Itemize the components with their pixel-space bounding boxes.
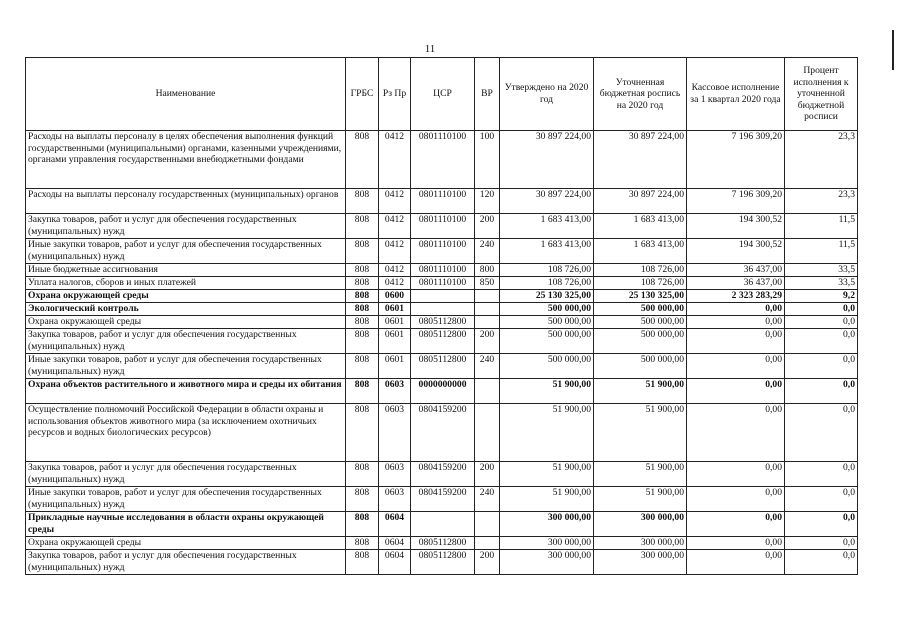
cell-rzpr: 0601 xyxy=(379,329,411,354)
cell-executed: 0,00 xyxy=(687,379,785,404)
table-row xyxy=(26,239,858,264)
cell-rzpr: 0604 xyxy=(379,512,411,537)
cell-name: Расходы на выплаты персоналу в целях обеспечения выполнения функций государственными (муниципальными) органами, казенными учреждениями, органами управления государственными внебюджетными фондами xyxy=(26,131,346,189)
cell-vr xyxy=(475,316,500,329)
cell-rzpr: 0604 xyxy=(379,537,411,550)
cell-percent: 0,0 xyxy=(785,303,858,316)
cell-rzpr: 0600 xyxy=(379,290,411,303)
cell-csr: 0801110100 xyxy=(411,214,475,239)
cell-vr: 800 xyxy=(475,264,500,277)
cell-name: Иные закупки товаров, работ и услуг для обеспечения государственных (муниципальных) нужд xyxy=(26,487,346,512)
cell-rzpr: 0603 xyxy=(379,404,411,462)
cell-percent: 0,0 xyxy=(785,487,858,512)
header-refined: Уточненная бюджетная роспись на 2020 год xyxy=(594,58,687,131)
cell-percent: 11,5 xyxy=(785,239,858,264)
cell-executed: 0,00 xyxy=(687,303,785,316)
cell-refined: 30 897 224,00 xyxy=(594,131,687,189)
table-row xyxy=(26,379,858,404)
cell-csr: 0804159200 xyxy=(411,462,475,487)
cell-approved: 300 000,00 xyxy=(500,550,594,575)
cell-name: Иные закупки товаров, работ и услуг для обеспечения государственных (муниципальных) нужд xyxy=(26,354,346,379)
cell-approved: 500 000,00 xyxy=(500,329,594,354)
cell-vr: 200 xyxy=(475,329,500,354)
cell-approved: 25 130 325,00 xyxy=(500,290,594,303)
cell-vr: 120 xyxy=(475,189,500,214)
cell-approved: 300 000,00 xyxy=(500,512,594,537)
table-row xyxy=(26,487,858,512)
cell-rzpr: 0601 xyxy=(379,303,411,316)
cell-approved: 108 726,00 xyxy=(500,277,594,290)
cell-name: Охрана окружающей среды xyxy=(26,290,346,303)
cell-name: Экологический контроль xyxy=(26,303,346,316)
cell-csr xyxy=(411,512,475,537)
cell-percent: 0,0 xyxy=(785,550,858,575)
cell-name: Иные бюджетные ассигнования xyxy=(26,264,346,277)
cell-approved: 51 900,00 xyxy=(500,379,594,404)
budget-table xyxy=(25,57,858,575)
table-row xyxy=(26,290,858,303)
cell-rzpr: 0603 xyxy=(379,462,411,487)
cell-grbs: 808 xyxy=(346,189,379,214)
cell-csr: 0804159200 xyxy=(411,487,475,512)
cell-percent: 0,0 xyxy=(785,354,858,379)
cell-rzpr: 0412 xyxy=(379,264,411,277)
cell-rzpr: 0412 xyxy=(379,189,411,214)
cell-grbs: 808 xyxy=(346,277,379,290)
cell-csr: 0805112800 xyxy=(411,354,475,379)
cell-name: Осуществление полномочий Российской Федерации в области охраны и использования объектов животного мира (за исключением охотничьих ресурсов и водных биологических ресурсов) xyxy=(26,404,346,462)
cell-refined: 1 683 413,00 xyxy=(594,239,687,264)
cell-csr: 0804159200 xyxy=(411,404,475,462)
cell-csr: 0805112800 xyxy=(411,316,475,329)
cell-approved: 500 000,00 xyxy=(500,316,594,329)
cell-grbs: 808 xyxy=(346,537,379,550)
cell-executed: 0,00 xyxy=(687,316,785,329)
cell-percent: 0,0 xyxy=(785,462,858,487)
cell-refined: 51 900,00 xyxy=(594,379,687,404)
cell-refined: 1 683 413,00 xyxy=(594,214,687,239)
cell-executed: 0,00 xyxy=(687,512,785,537)
table-row xyxy=(26,462,858,487)
cell-executed: 7 196 309,20 xyxy=(687,189,785,214)
cell-approved: 300 000,00 xyxy=(500,537,594,550)
cell-executed: 0,00 xyxy=(687,329,785,354)
cell-csr: 0805112800 xyxy=(411,550,475,575)
cell-csr: 0801110100 xyxy=(411,277,475,290)
header-rzpr: Рз Пр xyxy=(379,58,411,131)
cell-percent: 33,5 xyxy=(785,264,858,277)
cell-vr xyxy=(475,537,500,550)
cell-name: Охрана объектов растительного и животного мира и среды их обитания xyxy=(26,379,346,404)
cell-rzpr: 0412 xyxy=(379,277,411,290)
cell-executed: 194 300,52 xyxy=(687,214,785,239)
cell-rzpr: 0412 xyxy=(379,131,411,189)
cell-refined: 500 000,00 xyxy=(594,316,687,329)
cell-refined: 51 900,00 xyxy=(594,487,687,512)
table-row xyxy=(26,329,858,354)
cell-approved: 500 000,00 xyxy=(500,303,594,316)
cell-csr: 0000000000 xyxy=(411,379,475,404)
cell-executed: 194 300,52 xyxy=(687,239,785,264)
cell-grbs: 808 xyxy=(346,303,379,316)
cell-name: Закупка товаров, работ и услуг для обеспечения государственных (муниципальных) нужд xyxy=(26,550,346,575)
header-grbs: ГРБС xyxy=(346,58,379,131)
cell-csr: 0801110100 xyxy=(411,189,475,214)
cell-refined: 300 000,00 xyxy=(594,550,687,575)
header-name: Наименование xyxy=(26,58,346,131)
cell-csr: 0801110100 xyxy=(411,131,475,189)
cell-rzpr: 0603 xyxy=(379,487,411,512)
table-row xyxy=(26,131,858,189)
cell-executed: 0,00 xyxy=(687,487,785,512)
header-executed: Кассовое исполнение за 1 квартал 2020 года xyxy=(687,58,785,131)
cell-approved: 500 000,00 xyxy=(500,354,594,379)
cell-approved: 51 900,00 xyxy=(500,487,594,512)
cell-csr xyxy=(411,303,475,316)
cell-refined: 51 900,00 xyxy=(594,404,687,462)
margin-mark xyxy=(892,30,894,70)
table-row xyxy=(26,214,858,239)
cell-grbs: 808 xyxy=(346,487,379,512)
cell-approved: 30 897 224,00 xyxy=(500,131,594,189)
cell-csr: 0801110100 xyxy=(411,239,475,264)
header-approved: Утверждено на 2020 год xyxy=(500,58,594,131)
cell-grbs: 808 xyxy=(346,462,379,487)
cell-grbs: 808 xyxy=(346,290,379,303)
cell-vr: 240 xyxy=(475,354,500,379)
cell-grbs: 808 xyxy=(346,131,379,189)
cell-name: Закупка товаров, работ и услуг для обеспечения государственных (муниципальных) нужд xyxy=(26,462,346,487)
cell-refined: 51 900,00 xyxy=(594,462,687,487)
cell-percent: 33,5 xyxy=(785,277,858,290)
cell-executed: 0,00 xyxy=(687,462,785,487)
cell-vr: 100 xyxy=(475,131,500,189)
cell-name: Охрана окружающей среды xyxy=(26,537,346,550)
cell-vr: 200 xyxy=(475,550,500,575)
cell-name: Иные закупки товаров, работ и услуг для обеспечения государственных (муниципальных) нужд xyxy=(26,239,346,264)
cell-csr: 0805112800 xyxy=(411,537,475,550)
cell-refined: 30 897 224,00 xyxy=(594,189,687,214)
cell-approved: 51 900,00 xyxy=(500,462,594,487)
cell-name: Уплата налогов, сборов и иных платежей xyxy=(26,277,346,290)
cell-grbs: 808 xyxy=(346,512,379,537)
cell-csr xyxy=(411,290,475,303)
cell-executed: 36 437,00 xyxy=(687,264,785,277)
cell-vr: 850 xyxy=(475,277,500,290)
cell-vr xyxy=(475,404,500,462)
cell-percent: 23,3 xyxy=(785,131,858,189)
header-vr: ВР xyxy=(475,58,500,131)
cell-executed: 7 196 309,20 xyxy=(687,131,785,189)
table-row xyxy=(26,277,858,290)
cell-rzpr: 0412 xyxy=(379,239,411,264)
cell-percent: 11,5 xyxy=(785,214,858,239)
cell-vr xyxy=(475,379,500,404)
cell-grbs: 808 xyxy=(346,329,379,354)
cell-percent: 9,2 xyxy=(785,290,858,303)
page-number: 11 xyxy=(424,43,436,55)
cell-name: Закупка товаров, работ и услуг для обеспечения государственных (муниципальных) нужд xyxy=(26,329,346,354)
cell-executed: 36 437,00 xyxy=(687,277,785,290)
cell-approved: 1 683 413,00 xyxy=(500,239,594,264)
table-row xyxy=(26,512,858,537)
table-row xyxy=(26,404,858,462)
cell-refined: 25 130 325,00 xyxy=(594,290,687,303)
cell-name: Расходы на выплаты персоналу государственных (муниципальных) органов xyxy=(26,189,346,214)
table-row xyxy=(26,354,858,379)
cell-rzpr: 0603 xyxy=(379,379,411,404)
cell-grbs: 808 xyxy=(346,550,379,575)
cell-vr: 240 xyxy=(475,487,500,512)
cell-executed: 2 323 283,29 xyxy=(687,290,785,303)
cell-refined: 300 000,00 xyxy=(594,512,687,537)
cell-vr: 200 xyxy=(475,214,500,239)
cell-approved: 108 726,00 xyxy=(500,264,594,277)
cell-approved: 51 900,00 xyxy=(500,404,594,462)
cell-percent: 23,3 xyxy=(785,189,858,214)
cell-grbs: 808 xyxy=(346,316,379,329)
header-percent: Процент исполнения к уточненной бюджетной росписи xyxy=(785,58,858,131)
cell-approved: 30 897 224,00 xyxy=(500,189,594,214)
table-row xyxy=(26,189,858,214)
cell-percent: 0,0 xyxy=(785,379,858,404)
cell-percent: 0,0 xyxy=(785,512,858,537)
cell-rzpr: 0601 xyxy=(379,316,411,329)
cell-grbs: 808 xyxy=(346,264,379,277)
cell-grbs: 808 xyxy=(346,379,379,404)
cell-refined: 500 000,00 xyxy=(594,303,687,316)
table-row xyxy=(26,537,858,550)
cell-grbs: 808 xyxy=(346,214,379,239)
cell-name: Прикладные научные исследования в области охраны окружающей среды xyxy=(26,512,346,537)
cell-percent: 0,0 xyxy=(785,316,858,329)
table-body xyxy=(26,131,858,575)
cell-executed: 0,00 xyxy=(687,354,785,379)
table-row xyxy=(26,264,858,277)
cell-rzpr: 0601 xyxy=(379,354,411,379)
cell-vr xyxy=(475,290,500,303)
table-row xyxy=(26,550,858,575)
cell-refined: 108 726,00 xyxy=(594,264,687,277)
cell-grbs: 808 xyxy=(346,354,379,379)
cell-name: Охрана окружающей среды xyxy=(26,316,346,329)
cell-percent: 0,0 xyxy=(785,329,858,354)
cell-refined: 500 000,00 xyxy=(594,329,687,354)
table-row xyxy=(26,303,858,316)
cell-csr: 0805112800 xyxy=(411,329,475,354)
cell-executed: 0,00 xyxy=(687,550,785,575)
table-row xyxy=(26,316,858,329)
cell-vr xyxy=(475,303,500,316)
cell-refined: 108 726,00 xyxy=(594,277,687,290)
cell-rzpr: 0604 xyxy=(379,550,411,575)
cell-grbs: 808 xyxy=(346,239,379,264)
cell-name: Закупка товаров, работ и услуг для обеспечения государственных (муниципальных) нужд xyxy=(26,214,346,239)
cell-refined: 300 000,00 xyxy=(594,537,687,550)
header-csr: ЦСР xyxy=(411,58,475,131)
cell-rzpr: 0412 xyxy=(379,214,411,239)
cell-vr: 240 xyxy=(475,239,500,264)
cell-executed: 0,00 xyxy=(687,404,785,462)
cell-vr: 200 xyxy=(475,462,500,487)
cell-vr xyxy=(475,512,500,537)
cell-percent: 0,0 xyxy=(785,537,858,550)
cell-refined: 500 000,00 xyxy=(594,354,687,379)
cell-csr: 0801110100 xyxy=(411,264,475,277)
table-header-row xyxy=(26,58,858,131)
cell-executed: 0,00 xyxy=(687,537,785,550)
cell-percent: 0,0 xyxy=(785,404,858,462)
cell-approved: 1 683 413,00 xyxy=(500,214,594,239)
cell-grbs: 808 xyxy=(346,404,379,462)
